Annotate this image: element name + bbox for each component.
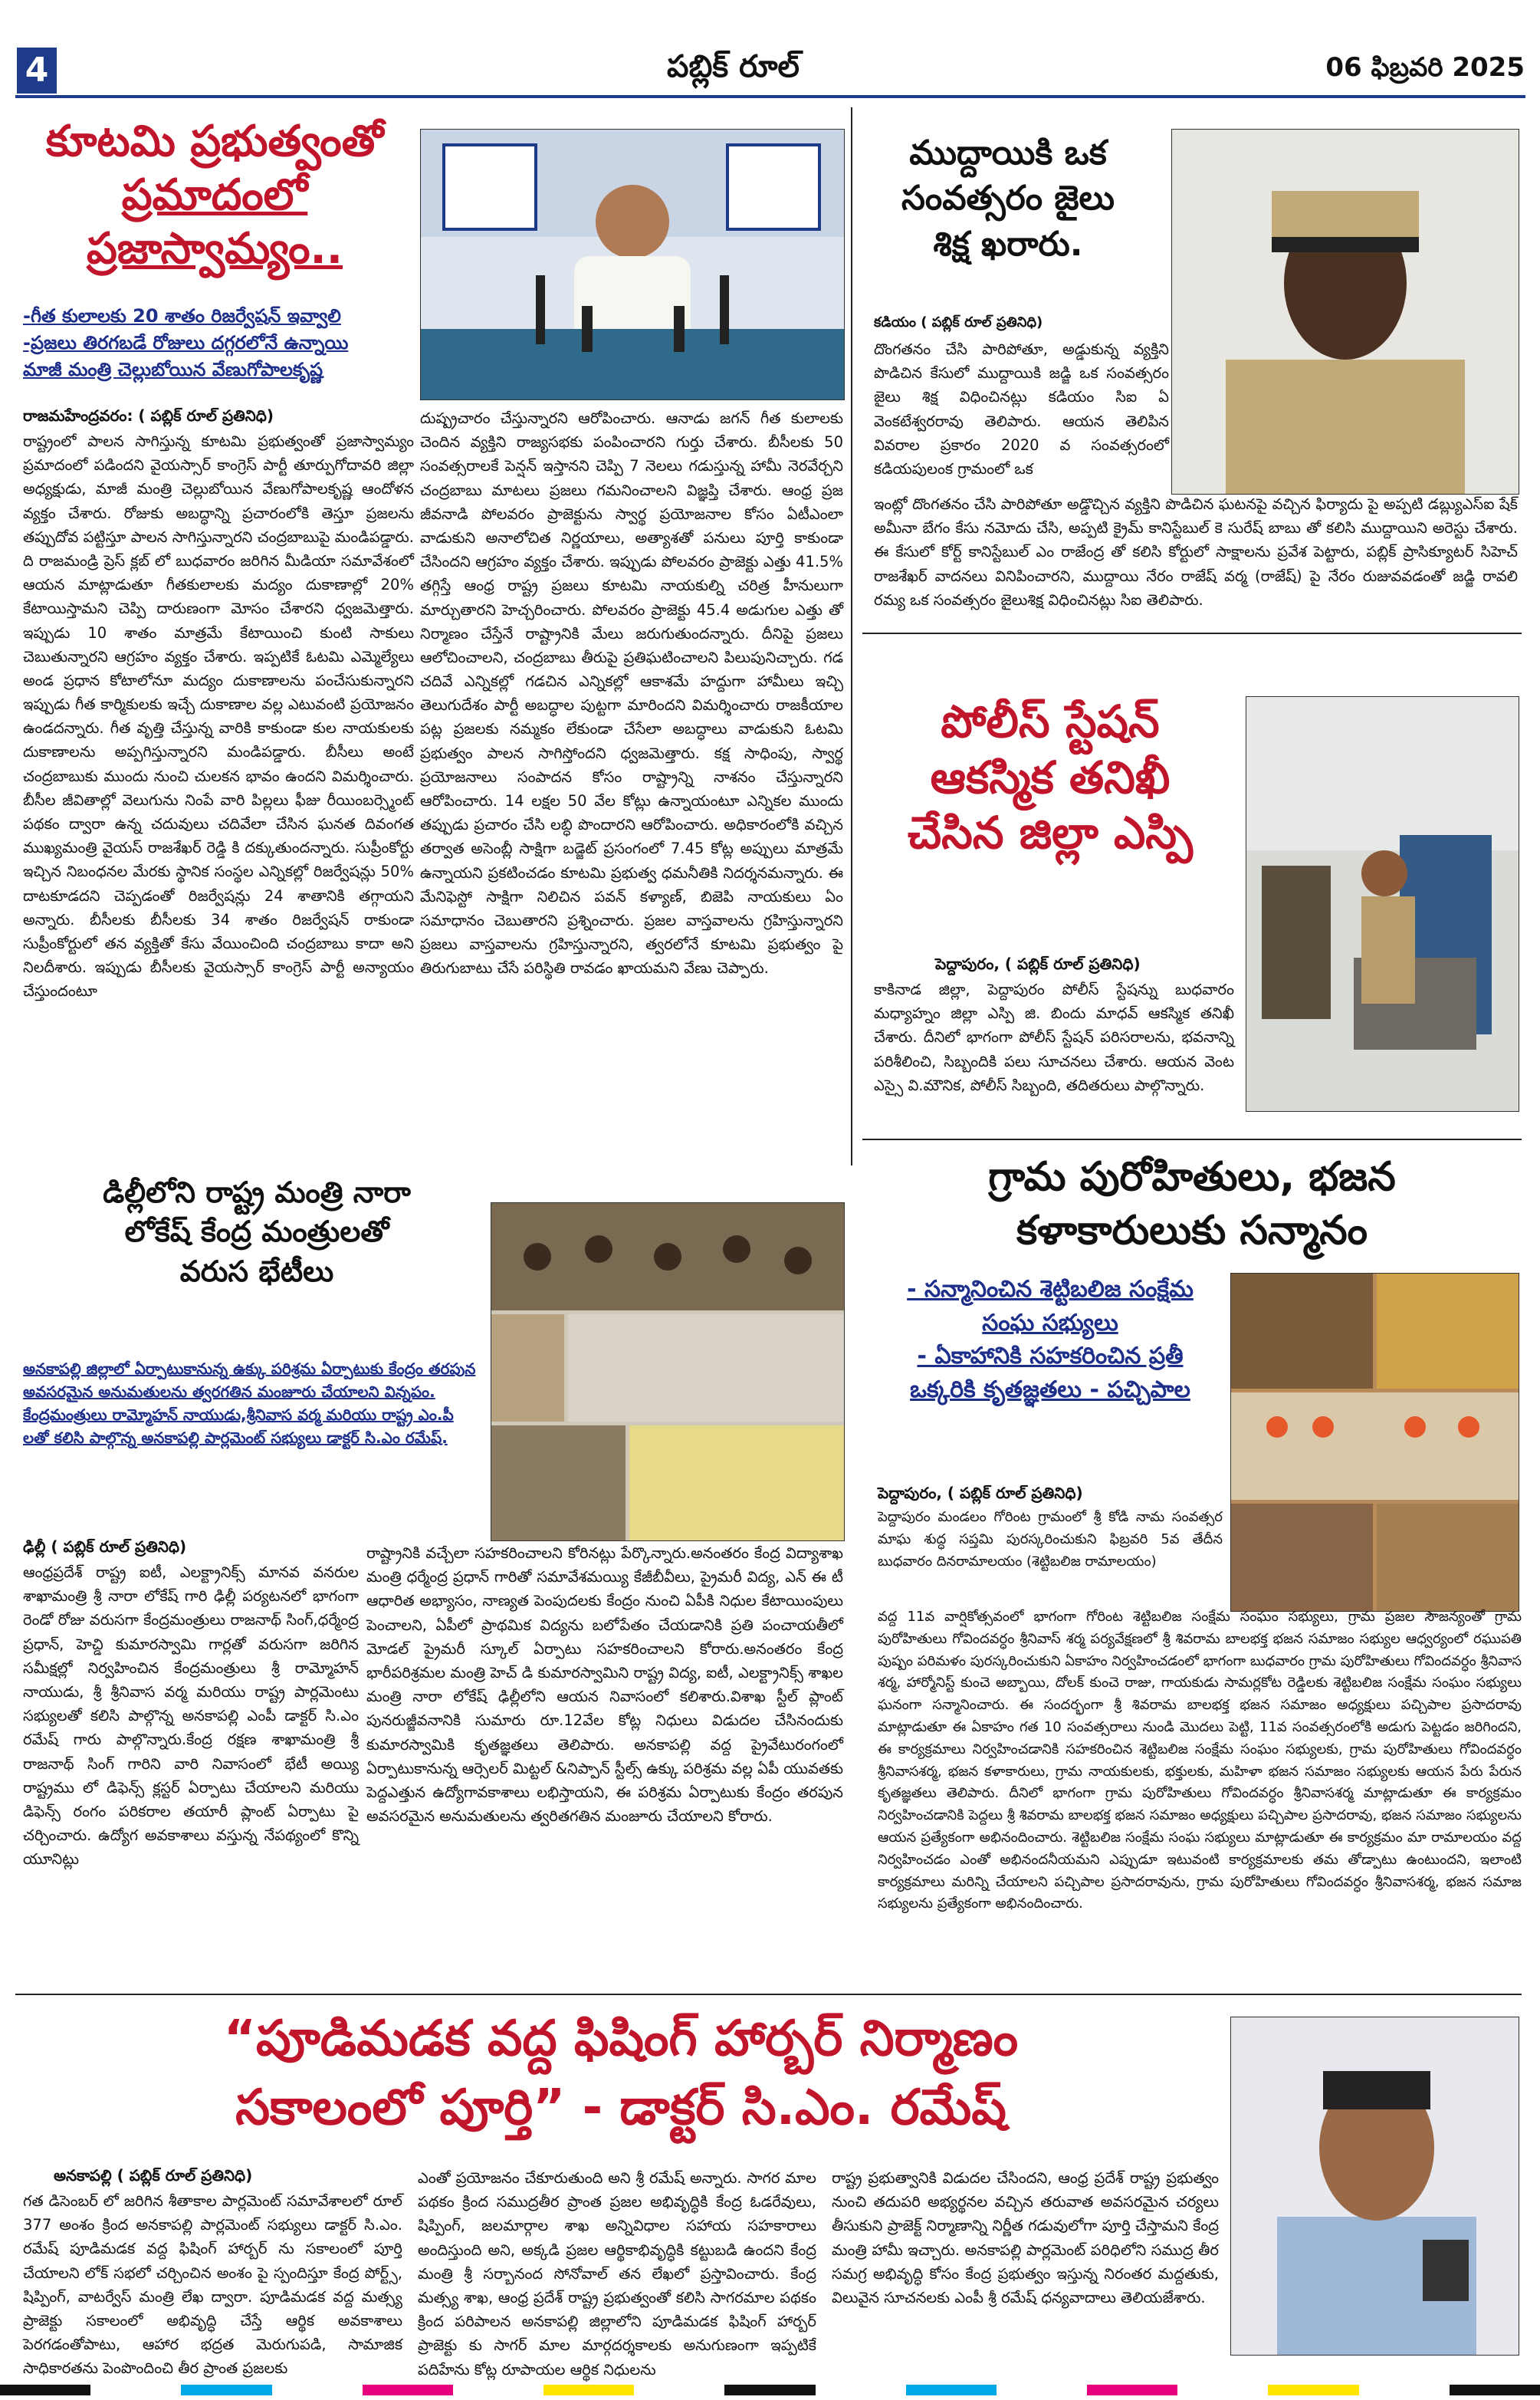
story6-col1: గత డిసెంబర్ లో జరిగిన శీతాకాల పార్లమెంట్ సమావేశాలలో రూల్ 377 అంశం క్రింద అనకాపల్లి పార్లమెంట్ సభ్యులు డాక్టర్ సి.ఎం. రమేష్ పూడిమడక వద్ద ఫిషింగ్ హార్బర్ ను సకాలంలో పూర్తి చేయాలని లోక్ సభలో చర్చించిన అంశం పై స్పందిస్తూ కేంద్ర పోర్ట్స్, షిప్పింగ్, వాటర్వేస్ మంత్రి లేఖ ద్వారా. పూడిమడక వద్ద మత్స్య ప్రాజెక్టు సకాలంలో అభివృద్ధి చేస్తే ఆర్థిక అవకాశాలు పెరగడంతోపాటు, ఆహార భద్రత మెరుగుపడి, సామాజిక సాధికారతను పెంపొందించి తీర ప్రాంత ప్రజలకు bbox=[23, 2192, 402, 2378]
story1-headline: కూటమి ప్రభుత్వంతో ప్రమాదంలో ప్రజాస్వామ్యం.. bbox=[45, 117, 384, 274]
section-divider bbox=[15, 1994, 1522, 1995]
colour-registration-strip bbox=[0, 2385, 1540, 2395]
story3-byline: పెద్దాపురం, ( పబ్లిక్ రూల్ ప్రతినిధి) bbox=[935, 955, 1141, 973]
story5-headline: గ్రామ పురోహితులు, భజన కళాకారులుకు సన్మానం bbox=[988, 1154, 1396, 1254]
story2-headline: ముద్దాయికి ఒక సంవత్సరం జైలు శిక్ష ఖరారు. bbox=[901, 133, 1115, 264]
story1-col2: దుష్ప్రచారం చేస్తున్నారని ఆరోపించారు. ఆనాడు జగన్ గీత కులాలకు చెందిన వ్యక్తిని రాజ్యసభకు పంపించారని గుర్తు చేశారు. బీసీలకు 50 సంవత్సరాలకే పెన్షన్ ఇస్తానని చెప్పి 7 నెలలు గడుస్తున్న హామీ నెరవేర్చని చంద్రబాబు మాటలు ప్రజలు గమనించాలని విజ్ఞప్తి చేశారు. ఆంధ్ర ప్రజ జీవనాడి పోలవరం ప్రాజెక్టును స్వార్థ ప్రయోజనాల కోసం ఏటీఎంలా వాడుకుని అనాలోచిత నిర్ణయాలు, అత్యాశతో పనులు పూర్తి కాకుండా చేసిందని ఆగ్రహం వ్యక్తం చేశారు. ఇప్పుడు పోలవరం ప్రాజెక్టు ఎత్తు 41.5% తగ్గిస్తే ఆంధ్ర రాష్ట్ర ప్రజలు కూటమి నాయకుల్ని చరిత్ర హీనులుగా మార్చుతారని హెచ్చరించారు. పోలవరం ప్రాజెక్టు 45.4 అడుగుల ఎత్తు తో నిర్మాణం చేస్తేనే రాష్ట్రానికి మేలు జరుగుతుందన్నారు. దీనిపై ప్రజలు ఆలోచించాలని, చంద్రబాబు తీరుపై ప్రతిఘటించాలని పిలుపునిచ్చారు. గడ చదివే ఎన్నికల్లో గడచిన ఎన్నికల్లో ఆకాశమే హద్దుగా హామీలు ఇచ్చి తెలుగుదేశం పార్టీ అబద్ధాల పుట్టగా మారిందని విమర్శించారు రాజకీయాల పట్ల ప్రజలకు నమ్మకం లేకుండా చేసేలా అబద్ధాలు వాడుకుని ఓటమి ప్రభుత్వం పాలన సాగిస్తోందని ధ్వజమెత్తారు. కక్ష సాధింపు, స్వార్థ ప్రయోజనాలు సంపాదన కోసం రాష్ట్రాన్ని నాశనం చేస్తున్నారని ఆరోపించారు. 14 లక్షల 50 వేల కోట్లు ఉన్నాయంటూ ఎన్నికల ముందు తప్పుడు ప్రచారం చేసి లబ్ధి పొందారని ఆరోపించారు. అధికారంలోకి వచ్చిన తర్వాత అసెంబ్లీ సాక్షిగా బడ్జెట్ ప్రసంగంలో 7.45 కోట్ల అప్పులు మాత్రమే ఉన్నాయని ప్రకటించడం కూటమి ప్రభుత్వ ధమనీతికి నిదర్శనమన్నారు. ఈ మేనిఫెస్టో సాక్షిగా నిలిచిన పవన్ కళ్యాణ్, బిజెపి నాయకులు ఏం సమాధానం చెబుతారని ప్రశ్నించారు. ప్రజల వాస్తవాలను గ్రహిస్తున్నారని ప్రజలు వాస్తవాలను గ్రహిస్తున్నారని, త్వరలోనే కూటమి ప్రభుత్వం పై తిరుగుబాటు చేసే పరిస్థితి రావడం ఖాయమని వేణు చెప్పారు. bbox=[420, 409, 843, 978]
story1-subheads: -గీత కులాలకు 20 శాతం రిజర్వేషన్ ఇవ్వాలి -ప్రజలు తిరగబడే రోజులు దగ్గరలోనే ఉన్నాయి మాజీ మంత్రి చెల్లుబోయిన వేణుగోపాలకృష్ణ bbox=[23, 305, 349, 380]
story3-headline: పోలీస్ స్టేషన్ ఆకస్మిక తనిఖీ చేసిన జిల్లా ఎస్పి bbox=[908, 695, 1193, 859]
story4-subheads: అనకాపల్లి జిల్లాలో ఏర్పాటుకానున్న ఉక్కు పరిశ్రమ ఏర్పాటుకు కేంద్రం తరపున అవసరమైన అనుమతులను త్వరగతిన మంజూరు చేయాలని విన్నపం. కేంద్రమంత్రులు రామ్మోహన్ నాయుడు,శ్రీనివాస వర్మ మరియు రాష్ట్ర ఎం.పీ లతో కలిసి పాల్గొన్న అనకాపల్లి పార్లమెంట్ సభ్యులు డాక్టర్ సి.ఎం రమేష్. bbox=[23, 1359, 476, 1447]
story5-subheads: - సన్మానించిన శెట్టిబలిజ సంక్షేమ సంఘ సభ్యులు - ఏకాహానికి సహకరించిన ప్రతీ ఒక్కరికి కృతజ్ఞతలు - పచ్చిపాల bbox=[907, 1276, 1194, 1403]
section-divider bbox=[862, 633, 1522, 634]
story2-col-narrow: దొంగతనం చేసి పారిపోతూ, అడ్డుకున్న వ్యక్తిని పొడిచిన కేసులో ముద్దాయికి జడ్జి ఒక సంవత్సరం జైలు శిక్ష విధించినట్లు కడియం సిఐ ఏ వెంకటేశ్వరరావు తెలిపారు. ఆయన తెలిపిన వివరాల ప్రకారం 2020 వ సంవత్సరంలో కడియపులంక గ్రామంలో ఒక bbox=[874, 340, 1169, 478]
story5-byline: పెద్దాపురం, ( పబ్లిక్ రూల్ ప్రతినిధి) bbox=[878, 1484, 1083, 1502]
story4-col2: రాష్ట్రానికి వచ్చేలా సహకరించాలని కోరినట్లు పేర్కొన్నారు.అనంతరం కేంద్ర విద్యాశాఖ మంత్రి ధర్మేంద్ర ప్రధాన్ గారితో సమావేశమయ్యి కేజీబీవీలు, ప్రైమరీ విద్య, ఎన్ ఈ టీ ఆధారిత అభ్యాసం, నాణ్యత పెంపుదలకు కేంద్రం నుంచి ఏపీకి నిధుల కేటాయింపులు పెంచాలని, ఏపీలో ప్రాథమిక విద్యను బలోపేతం చేయడానికి ప్రతి పంచాయతీలో మోడల్ ప్రైమరీ స్కూల్ ఏర్పాటు సహకరించాలని కోరారు.అనంతరం కేంద్ర భారీపరిశ్రమల మంత్రి హెచ్ డి కుమారస్వామిని రాష్ట్ర విద్య, ఐటీ, ఎలక్ట్రానిక్స్ శాఖల మంత్రి నారా లోకేష్ ఢిల్లీలోని ఆయన నివాసంలో కలిశారు.విశాఖ స్టీల్ ప్లాంట్ పునరుజ్జీవనానికి సుమారు రూ.12వేల కోట్ల నిధులు విడుదల చేసినందుకు కుమారస్వామికి కృతజ్ఞతలు తెలిపారు. అనకాపల్లి వద్ద ప్రైవేటురంగంలో ఏర్పాటుకానున్న ఆర్సెలర్ మిట్టల్ &నిప్పాన్ స్టీల్స్ ఉక్కు పరిశ్రమ వల్ల ఏపీ యువతకు పెద్దఎత్తున ఉద్యోగావకాశాలు లభిస్తాయని, ఈ పరిశ్రమ ఏర్పాటుకు కేంద్రం తరపున అవసరమైన అనుమతులను త్వరితగతిన మంజూరు చేయాలని కోరారు. bbox=[366, 1544, 843, 1826]
story2-byline: కడియం ( పబ్లిక్ రూల్ ప్రతినిధి) bbox=[874, 314, 1043, 330]
story1-col1: రాష్ట్రంలో పాలన సాగిస్తున్న కూటమి ప్రభుత్వంతో ప్రజాస్వామ్యం ప్రమాదంలో పడిందని వైయస్సార్ కాంగ్రెస్ పార్టీ తూర్పుగోదావరి జిల్లా అధ్యక్షుడు, మాజీ మంత్రి చెల్లుబోయిన వేణుగోపాలకృష్ణ ఆందోళన వ్యక్తం చేశారు. రోజుకు అబద్ధాన్ని ప్రచారంలోకి తెస్తూ ప్రజలను తప్పుదోవ పట్టిస్తూ పాలన సాగిస్తున్నారని చంద్రబాబుపై మండిపడ్డారు. ది రాజమండ్రి ప్రెస్ క్లబ్ లో బుధవారం జరిగిన మీడియా సమావేశంలో ఆయన మాట్లాడుతూ గీతకులాలకు మద్యం దుకాణాల్లో 20% కేటాయిస్తామని చెప్పి దారుణంగా మోసం చేశారని ధ్వజమెత్తారు. ఇప్పుడు 10 శాతం మాత్రమే కేటాయించి కుంటి సాకులు చెబుతున్నారని ఆగ్రహం వ్యక్తం చేశారు. ఇప్పటికే ఓటమి ఎమ్మెల్యేలు అండ ప్రధాన కోటాలోనూ మద్యం దుకాణాలను పంచేసుకున్నారని ఇప్పుడు గీత కార్మికులకు ఇచ్చే దుకాణాల వల్ల ఎటువంటి ప్రయోజనం ఉండదన్నారు. గీత వృత్తి చేస్తున్న వారికి కాకుండా కుల నాయకులకు దుకాణాలను అప్పగిస్తున్నారని మండిపడ్డారు. బీసీలు అంటే చంద్రబాబుకు ముందు నుంచి చులకన భావం ఉందని విమర్శించారు. బీసీల జీవితాల్లో వెలుగును నింపే వారి పిల్లలు ఫీజు రీయింబర్స్మెంట్ పథకం ద్వారా ఉన్న చదువులు చదివేలా చేసిన ఘనత దివంగత ముఖ్యమంత్రి వైయస్ రాజశేఖర్ రెడ్డి కి దక్కుతుందన్నారు. సుప్రీంకోర్టు ఇచ్చిన నిబంధనల మేరకు స్థానిక సంస్థల ఎన్నికల్లో రిజర్వేషన్లు 50% దాటకూడదని చెప్పడంతో రిజర్వేషన్లు 24 శాతానికి తగ్గాయని అన్నారు. బీసీలకు బీసీలకు 34 శాతం రిజర్వేషన్ రాకుండా సుప్రీంకోర్టులో తన వ్యక్తితో కేసు వేయించింది చంద్రబాబు కాదా అని నిలదీశారు. ఇప్పుడు బీసీలకు వైయస్సార్ కాంగ్రెస్ పార్టీ అన్యాయం చేస్తుందంటూ bbox=[23, 432, 414, 1001]
story6-col3: రాష్ట్ర ప్రభుత్వానికి విడుదల చేసిందని, ఆంధ్ర ప్రదేశ్ రాష్ట్ర ప్రభుత్వం నుంచి తదుపరి అభ్యర్థనల వచ్చిన తరువాత అవసరమైన చర్యలు తీసుకుని ప్రాజెక్ట్ నిర్మాణాన్ని నిర్ణీత గడువులోగా పూర్తి చేస్తామని కేంద్ర మంత్రి హామీ ఇచ్చారు. అనకాపల్లి పార్లమెంట్ పరిధిలోని సముద్ర తీర సమగ్ర అభివృద్ధి కోసం కేంద్ర ప్రభుత్వం ఇస్తున్న నిరంతర మద్దతుకు, విలువైన సూచనలకు ఎంపీ శ్రీ రమేష్ ధన్యవాదాలు తెలియజేశారు. bbox=[832, 2169, 1219, 2306]
issue-date: 06 ఫిబ్రవరి 2025 bbox=[1325, 52, 1525, 83]
story5-body-narrow: పెద్దాపురం మండలం గోరింట గ్రామంలో శ్రీ కోడి నామ సంవత్సర మాఘ శుద్ధ సప్తమి పురస్కరించుకుని ఫిబ్రవరి 5వ తేదీన బుధవారం దినరామాలయం (శెట్టిబలిజ రామాలయం) bbox=[878, 1509, 1223, 1570]
mp-portrait-photo bbox=[1230, 2017, 1519, 2356]
story6-byline: అనకాపల్లి ( పబ్లిక్ రూల్ ప్రతినిధి) bbox=[54, 2166, 253, 2185]
press-meet-photo bbox=[420, 129, 845, 400]
page-number: 4 bbox=[17, 48, 57, 94]
paper-name: పబ్లిక్ రూల్ bbox=[667, 49, 800, 84]
ci-portrait-photo bbox=[1171, 129, 1519, 495]
story3-body: కాకినాడ జిల్లా, పెద్దాపురం పోలీస్ స్టేషన్ను బుధవారం మధ్యాహ్నం జిల్లా ఎస్పి జి. బిందు మాధవ్ ఆకస్మిక తనిఖీ చేశారు. దీనిలో భాగంగా పోలీస్ స్టేషన్ పరిసరాలను, భవనాన్ని పరిశీలించి, సిబ్బందికి పలు సూచనలు చేశారు. ఆయన వెంట ఎస్సై వి.మౌనిక, పోలీస్ సిబ్బంది, తదితరులు పాల్గొన్నారు. bbox=[874, 981, 1234, 1094]
felicitation-photos bbox=[1230, 1273, 1519, 1612]
delhi-meeting-photos bbox=[491, 1202, 845, 1541]
story5-body-wide: వద్ద 11వ వార్షికోత్సవంలో భాగంగా గోరింట శెట్టిబలిజ సంక్షేమ సంఘం సభ్యులు, గ్రామ ప్రజల సౌజన్యంతో గ్రామ పురోహితులు గోవిందవర్ధం శ్రీనివాస్ శర్మ పర్యవేక్షణలో శ్రీ శివరామ బాలభక్త భజన సమాజం సభ్యుల ఆధ్వర్యంలో రఘుపతి పుష్పం పరిమళం పురస్కరించుకుని ఏకాహం నిర్వహించడంలో భాగంగా బుధవారం గ్రామ పురోహితులు గోవిందవర్ధం శ్రీనివాస శర్మ, హార్మోనిస్ట్ కుంచె అబ్బాయి, దోలక్ కుంచె రాజు, గాయకుడు సామర్లకోట రెడ్డిలకు శెట్టిబలిజ సంక్షేమ సంఘం సభ్యులు ఘనంగా సన్మానించారు. ఈ సందర్భంగా శ్రీ శివరామ బాలభక్త భజన సమాజం అధ్యక్షులు పచ్చిపాల ప్రసాదరావు మాట్లాడుతూ ఈ ఏకాహం గత 10 సంవత్సరాలు నుండి మొదలు పెట్టి, 11వ సంవత్సరంలోకి అడుగు పెట్టడం జరిగిందని, ఈ కార్యక్రమాలు నిర్వహించడానికి సహకరించిన శెట్టిబలిజ సంక్షేమ సంఘం సభ్యులకు, గ్రామ పురోహితులు గోవిందవర్ధం శ్రీనివాసశర్మ, భజన కళాకారులు, గ్రామ నాయకులకు, భక్తులకు, మహిళా భజన సమాజం సభ్యులకు ఆయన పేరు పేరున కృతజ్ఞతలు తెలిపారు. దీనిలో భాగంగా గ్రామ పురోహితులు గోవిందవర్ధం శ్రీనివాసశర్మ మాట్లాడుతూ ఈ కార్యక్రమం నిర్వహించడానికి పెద్దలు శ్రీ శివరామ బాలభక్త భజన సమాజం అధ్యక్షులు పచ్చిపాల ప్రసాదరావు, భజన సమాజం సభ్యులను ఆయన ప్రత్యేకంగా అభినందించారు. శెట్టిబలిజ సంక్షేమ సంఘ సభ్యులు మాట్లాడుతూ ఈ కార్యక్రమం మా రామాలయం వద్ద నిర్వహించడం ఎంతో అభినందనీయమని ఎప్పుడూ ఇటువంటి కార్యక్రమాలకు తమ తోడ్పాటు ఉంటుందని, ఇలాంటి కార్యక్రమాలు మరిన్ని చేయాలని పచ్చిపాల ప్రసాదరావును, గ్రామ పురోహితులు గోవిందవర్ధం శ్రీనివాసశర్మ, భజన సమాజ సభ్యులను ప్రత్యేకంగా అభినందించారు. bbox=[878, 1609, 1522, 1912]
story1-byline: రాజమహేంద్రవరం: ( పబ్లిక్ రూల్ ప్రతినిధి) bbox=[23, 406, 274, 425]
story6-headline: “పూడిమడక వద్ద ఫిషింగ్ హార్బర్ నిర్మాణం సకాలంలో పూర్తి” - డాక్టర్ సి.ఎం. రమేష్ bbox=[223, 2010, 1019, 2136]
story2-col-wide: ఇంట్లో దొంగతనం చేసి పారిపోతూ అడ్డొచ్చిన వ్యక్తిని పొడిచిన ఘటనపై వచ్చిన ఫిర్యాదు పై అప్పటి డబ్ల్యుఎస్ఐ షేక్ అమీనా బేగం కేసు నమోదు చేసి, అప్పటి క్రైమ్ కానిస్టేబుల్ కె సురేష్ బాబు తో కలిసి ముద్దాయిని అరెస్టు చేశారు. ఈ కేసులో కోర్ట్ కానిస్టేబుల్ ఎం రాజేంద్ర తో కలిసి కోర్టులో సాక్షాలను ప్రవేశ పెట్టారు, పబ్లిక్ ప్రాసిక్యూటర్ సిహెచ్ రాజశేఖర్ వాదనలు వినిపించారని, ముద్దాయి నేరం రాజేష్ వర్మ (రాజేష్) పై నేరం రుజువవడంతో జడ్జి రావలి రమ్య ఒక సంవత్సరం జైలుశిక్ష విధించినట్లు సిఐ తెలిపారు. bbox=[874, 495, 1518, 609]
column-divider bbox=[851, 107, 852, 1165]
story4-headline: డిల్లీలోని రాష్ట్ర మంత్రి నారా లోకేష్ కేంద్ర మంత్రులతో వరుస భేటీలు bbox=[103, 1175, 411, 1288]
police-station-photo bbox=[1246, 696, 1519, 1112]
story6-col2: ఎంతో ప్రయోజనం చేకూరుతుంది అని శ్రీ రమేష్ అన్నారు. సాగర మాల పథకం క్రింద సముద్రతీర ప్రాంత ప్రజల అభివృద్ధికి కేంద్ర ఓడరేవులు, షిప్పింగ్, జలమార్గాల శాఖ అన్నివిధాల సహాయ సహకారాలు అందిస్తుంది అని, అక్కడి ప్రజల ఆర్థికాభివృద్ధికి కట్టుబడి ఉందని కేంద్ర మంత్రి శ్రీ సర్బానంద సోనోవాల్ తన లేఖలో ప్రస్తావించారు. కేంద్ర మత్స్య శాఖ, ఆంధ్ర ప్రదేశ్ రాష్ట్ర ప్రభుత్వంతో కలిసి సాగరమాల పథకం క్రింద పరిపాలన అనకాపల్లి జిల్లాలోని పూడిమడక ఫిషింగ్ హార్బర్ ప్రాజెక్టు కు సాగర్ మాల మార్గదర్శకాలకు అనుగుణంగా ఇప్పటికే పదిహేను కోట్ల రూపాయల ఆర్థిక నిధులను bbox=[418, 2169, 816, 2379]
story4-byline: ఢిల్లీ ( పబ్లిక్ రూల్ ప్రతినిధి) bbox=[23, 1537, 187, 1556]
section-divider bbox=[862, 1139, 1522, 1140]
story4-col1: ఆంధ్రప్రదేశ్ రాష్ట్ర ఐటీ, ఎలక్ట్రానిక్స్ మానవ వనరుల శాఖామంత్రి శ్రీ నారా లోకేష్ గారి ఢిల్లీ పర్యటనలో భాగంగా రెండో రోజు వరుసగా కేంద్రమంత్రులు రాజనాథ్ సింగ్,ధర్మేంద్ర ప్రధాన్, హెచ్డి కుమారస్వామి గార్లతో వరుసగా జరిగిన సమీక్షల్లో నిర్వహించిన కేంద్రమంత్రులు శ్రీ రామ్మోహన్ నాయుడు, శ్రీ శ్రీనివాస వర్మ మరియు రాష్ట్ర పార్లమెంటు సభ్యులతో కలిసి పాల్గొన్న అనకాపల్లి ఎంపీ డాక్టర్ సి.ఎం రమేష్ గారు పాల్గొన్నారు.కేంద్ర రక్షణ శాఖామంత్రి శ్రీ రాజనాథ్ సింగ్ గారిని వారి నివాసంలో భేటీ అయ్యి రాష్ట్రము లో డిఫెన్స్ క్లస్టర్ ఏర్పాటు చేయాలని మరియు డిఫెన్స్ రంగం పరికరాల తయారీ ప్లాంట్ ఏర్పాటు పై చర్చించారు. ఉద్యోగ అవకాశాలు వస్తున్న నేపథ్యంలో కొన్ని యూనిట్లు bbox=[23, 1563, 359, 1869]
